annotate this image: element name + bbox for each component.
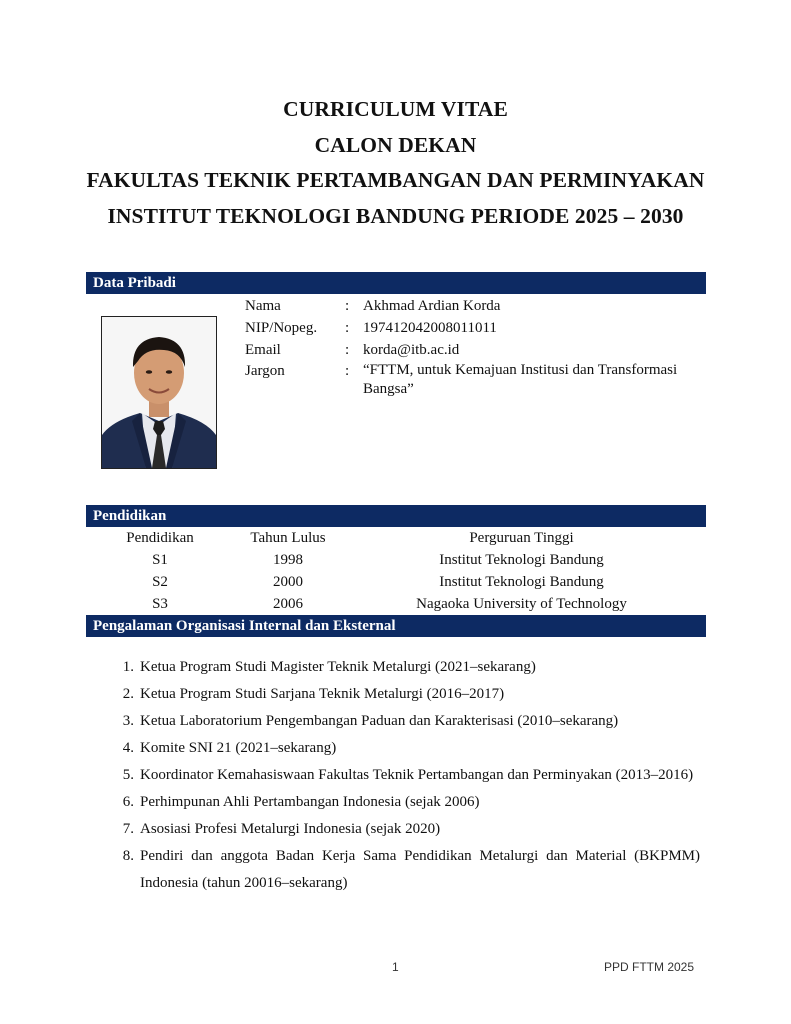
list-item — [110, 843, 700, 897]
list-item-text: Perhimpunan Ahli Pertambangan Indonesia (sejak 2006) — [140, 794, 480, 810]
info-label: Nama — [245, 298, 281, 314]
info-label: Jargon — [245, 363, 285, 379]
info-value-nip: 197412042008011011 — [363, 320, 497, 336]
page-number: 1 — [392, 960, 399, 974]
title-line-4: INSTITUT TEKNOLOGI BANDUNG PERIODE 2025 – 2030 — [107, 203, 684, 228]
edu-cell-degree: S3 — [152, 596, 168, 612]
person-photo-icon — [102, 317, 216, 468]
info-colon: : — [345, 298, 350, 314]
list-item-number: 6. — [122, 794, 134, 810]
edu-cell-degree: S1 — [152, 552, 168, 568]
edu-cell-year: 2006 — [273, 596, 303, 612]
list-item — [110, 735, 700, 762]
list-item-text: Koordinator Kemahasiswaan Fakultas Teknik Pertambangan dan Perminyakan (2013–2016) — [140, 767, 694, 783]
edu-cell-year: 1998 — [273, 552, 303, 568]
list-item — [110, 681, 700, 708]
list-item — [110, 762, 700, 789]
experience-list — [110, 654, 700, 897]
list-item-number: 2. — [122, 686, 134, 702]
list-item-text: Ketua Program Studi Magister Teknik Metalurgi (2021–sekarang) — [140, 659, 536, 675]
title-line-1: CURRICULUM VITAE — [283, 97, 508, 121]
info-value-email: korda@itb.ac.id — [363, 342, 460, 358]
list-item-text: Asosiasi Profesi Metalurgi Indonesia (sejak 2020) — [140, 821, 441, 837]
list-item-text: Komite SNI 21 (2021–sekarang) — [140, 740, 337, 756]
info-value-jargon: “FTTM, untuk Kemajuan Institusi dan Transformasi Bangsa” — [363, 362, 678, 397]
title-line-3: FAKULTAS TEKNIK PERTAMBANGAN DAN PERMINYAKAN — [86, 168, 705, 192]
list-item-text: Pendiri dan anggota Badan Kerja Sama Pendidikan Metalurgi dan Material (BKPMM) Indonesia (tahun 20016–sekarang) — [140, 848, 700, 891]
section-header-pengalaman: Pengalaman Organisasi Internal dan Eksternal — [86, 615, 706, 637]
edu-cell-university: Institut Teknologi Bandung — [439, 552, 604, 568]
info-value-nama: Akhmad Ardian Korda — [363, 298, 501, 314]
list-item-number: 4. — [122, 740, 134, 756]
list-item-number: 7. — [122, 821, 134, 837]
list-item-text: Ketua Program Studi Sarjana Teknik Metalurgi (2016–2017) — [140, 686, 505, 702]
edu-cell-university: Institut Teknologi Bandung — [439, 574, 604, 590]
edu-col-header-perguruan: Perguruan Tinggi — [469, 530, 574, 546]
edu-cell-degree: S2 — [152, 574, 168, 590]
list-item — [110, 789, 700, 816]
list-item-number: 5. — [122, 767, 134, 783]
list-item-number: 8. — [122, 848, 134, 864]
title-line-2: CALON DEKAN — [314, 132, 477, 157]
document-title — [0, 92, 791, 234]
edu-col-header-tahun: Tahun Lulus — [250, 530, 326, 546]
section-header-pendidikan: Pendidikan — [86, 505, 706, 527]
section-header-data-pribadi: Data Pribadi — [86, 272, 706, 294]
list-item-number: 3. — [122, 713, 134, 729]
info-colon: : — [345, 320, 350, 336]
footer-doc-label: PPD FTTM 2025 — [604, 960, 695, 974]
list-item — [110, 708, 700, 735]
list-item-number: 1. — [122, 659, 134, 675]
edu-cell-university: Nagaoka University of Technology — [416, 596, 627, 612]
list-item — [110, 654, 700, 681]
info-label: Email — [245, 342, 281, 358]
list-item-text: Ketua Laboratorium Pengembangan Paduan dan Karakterisasi (2010–sekarang) — [140, 713, 619, 729]
info-label: NIP/Nopeg. — [245, 320, 318, 336]
edu-cell-year: 2000 — [273, 574, 303, 590]
info-colon: : — [345, 363, 350, 379]
list-item — [110, 816, 700, 843]
profile-photo — [101, 316, 217, 469]
info-colon: : — [345, 342, 350, 358]
edu-col-header-pendidikan: Pendidikan — [126, 530, 194, 546]
